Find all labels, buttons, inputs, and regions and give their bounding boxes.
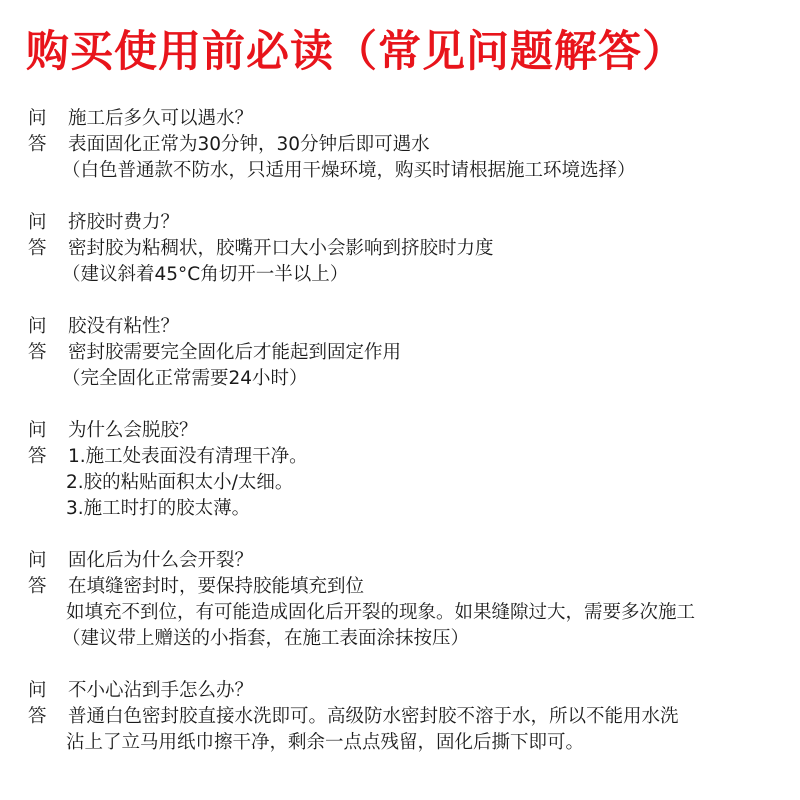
answer-line [28, 444, 788, 470]
question-text: 施工后多久可以遇水？ [68, 108, 254, 129]
faq-item [28, 210, 788, 288]
answer-mark: 答 [28, 446, 47, 467]
faq-item [28, 106, 788, 184]
note-text: （建议带上赠送的小指套，在施工表面涂抹按压） [62, 628, 470, 649]
note-text: （建议斜着45°C角切开一半以上） [62, 264, 349, 285]
question-line [28, 678, 788, 704]
answer-note [28, 366, 788, 392]
answer-continuation [28, 730, 788, 756]
faq-item [28, 418, 788, 522]
answer-mark: 答 [28, 706, 47, 727]
answer-line [28, 574, 788, 600]
question-line [28, 314, 788, 340]
answer-line [28, 340, 788, 366]
continuation-text: 沾上了立马用纸巾擦干净，剩余一点点残留，固化后撕下即可。 [66, 732, 585, 753]
answer-mark: 答 [28, 238, 47, 259]
question-mark: 问 [28, 680, 47, 701]
answer-note [28, 626, 788, 652]
answer-continuation [28, 470, 788, 496]
note-text: （完全固化正常需要24小时） [62, 368, 308, 389]
page-title: 购买使用前必读（常见问题解答） [26, 27, 686, 77]
answer-line [28, 132, 788, 158]
answer-text: 密封胶为粘稠状，胶嘴开口大小会影响到挤胶时力度 [68, 238, 494, 259]
question-mark: 问 [28, 550, 47, 571]
answer-text: 在填缝密封时，要保持胶能填充到位 [68, 576, 365, 597]
continuation-text: 3.施工时打的胶太薄。 [66, 498, 251, 519]
answer-mark: 答 [28, 576, 47, 597]
question-text: 不小心沾到手怎么办？ [68, 680, 254, 701]
question-mark: 问 [28, 316, 47, 337]
note-text: （白色普通款不防水，只适用干燥环境，购买时请根据施工环境选择） [62, 160, 636, 181]
answer-text: 1.施工处表面没有清理干净。 [68, 446, 308, 467]
faq-list [28, 106, 788, 782]
answer-note [28, 158, 788, 184]
answer-text: 表面固化正常为30分钟，30分钟后即可遇水 [68, 134, 430, 155]
question-mark: 问 [28, 108, 47, 129]
answer-continuation [28, 600, 788, 626]
answer-mark: 答 [28, 134, 47, 155]
question-line [28, 418, 788, 444]
question-line [28, 548, 788, 574]
continuation-text: 2.胶的粘贴面积太小/太细。 [66, 472, 294, 493]
faq-item [28, 678, 788, 756]
answer-mark: 答 [28, 342, 47, 363]
continuation-text: 如填充不到位，有可能造成固化后开裂的现象。如果缝隙过大，需要多次施工 [66, 602, 696, 623]
answer-line [28, 704, 788, 730]
question-mark: 问 [28, 212, 47, 233]
answer-text: 密封胶需要完全固化后才能起到固定作用 [68, 342, 402, 363]
question-text: 固化后为什么会开裂？ [68, 550, 254, 571]
question-text: 挤胶时费力？ [68, 212, 180, 233]
answer-line [28, 236, 788, 262]
answer-text: 普通白色密封胶直接水洗即可。高级防水密封胶不溶于水，所以不能用水洗 [68, 706, 679, 727]
question-line [28, 210, 788, 236]
answer-note [28, 262, 788, 288]
question-text: 为什么会脱胶？ [68, 420, 198, 441]
faq-item [28, 314, 788, 392]
answer-continuation [28, 496, 788, 522]
question-text: 胶没有粘性？ [68, 316, 180, 337]
faq-item [28, 548, 788, 652]
question-mark: 问 [28, 420, 47, 441]
question-line [28, 106, 788, 132]
